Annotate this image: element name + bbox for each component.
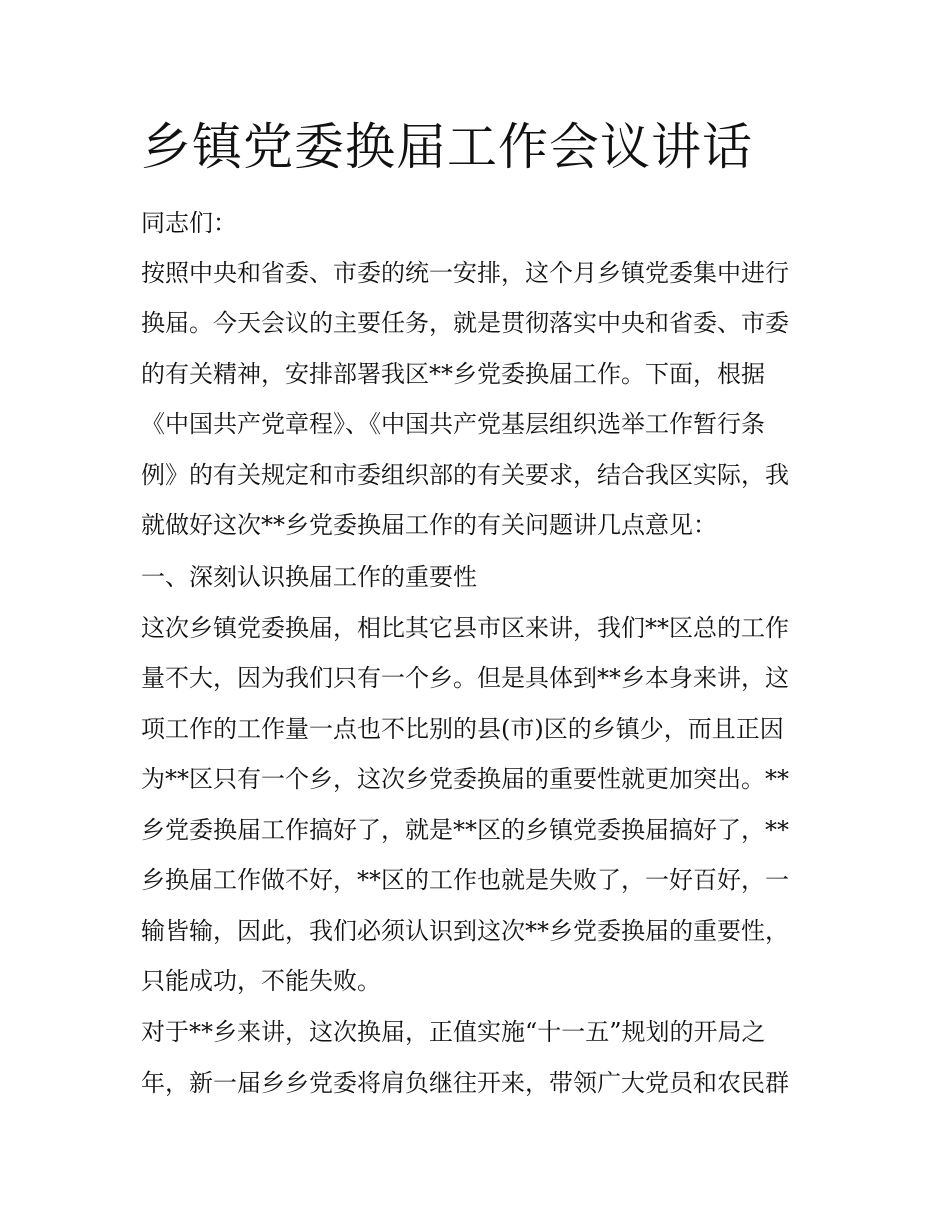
body-line-5: 例》的有关规定和市委组织部的有关要求，结合我区实际，我 (141, 461, 789, 489)
body-line-4: 《中国共产党章程》、《中国共产党基层组织选举工作暂行条 (141, 410, 765, 438)
body-line-8: 这次乡镇党委换届，相比其它县市区来讲，我们**区总的工作 (141, 614, 789, 642)
body-line-2: 换届。今天会议的主要任务，就是贯彻落实中央和省委、市委 (141, 309, 789, 337)
section-heading-1: 一、深刻认识换届工作的重要性 (141, 563, 477, 591)
body-line-16: 对于**乡来讲，这次换届，正值实施“十一五”规划的开局之 (141, 1018, 766, 1046)
body-line-14: 输皆输，因此，我们必须认识到这次**乡党委换届的重要性， (141, 917, 789, 945)
body-line-12: 乡党委换届工作搞好了，就是**区的乡镇党委换届搞好了，** (141, 816, 789, 844)
body-line-11: 为**区只有一个乡，这次乡党委换届的重要性就更加突出。** (141, 765, 789, 793)
body-line-1: 按照中央和省委、市委的统一安排，这个月乡镇党委集中进行 (141, 259, 789, 287)
body-line-3: 的有关精神，安排部署我区**乡党委换届工作。下面，根据 (141, 360, 765, 388)
body-line-10: 项工作的工作量一点也不比别的县(市)区的乡镇少，而且正因 (141, 715, 784, 743)
body-line-9: 量不大，因为我们只有一个乡。但是具体到**乡本身来讲，这 (141, 664, 789, 692)
body-line-6: 就做好这次**乡党委换届工作的有关问题讲几点意见： (141, 511, 717, 539)
body-line-13: 乡换届工作做不好，**区的工作也就是失败了，一好百好，一 (141, 866, 789, 894)
salutation-line: 同志们： (141, 209, 237, 237)
body-line-15: 只能成功，不能失败。 (141, 967, 381, 995)
document-title: 乡镇党委换届工作会议讲话 (141, 118, 753, 176)
body-line-17: 年，新一届乡乡党委将肩负继往开来，带领广大党员和农民群 (141, 1069, 789, 1097)
